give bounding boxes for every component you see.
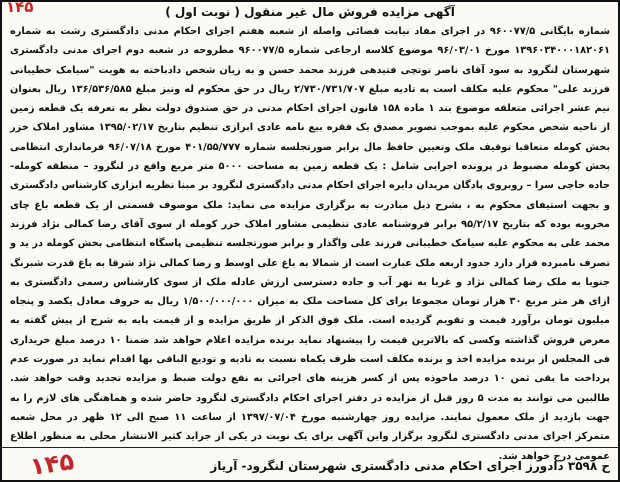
notice-title: آگهی مزایده فروش مال غیر منقول ( نوبت اول ) [165,5,455,19]
notice-footer [2,447,618,480]
notice-body: شماره بایگانی ۹۶۰۰۷۷/۵ در اجرای مفاد نیابت قضائی واصله از شعبه هفتم اجرای احکام مدنی دادگستری رشت به شماره ۱۳۹۶۰۳۴۰۰۰۱۸۲۰۶۱ مورخ ۹۶/۰۳/۰۱ موضوع کلاسه ارجاعی شماره ۹۶۰۰۷۷/۵ مطروحه در شعبه دوم اجرای مدنی دادگستری شهرستان لنگرود به سود آقای ناصر توتچی فتیدهی فرزند محمد حسن و به زیان شخص دادباخته به هویت "سیامک خطیبانی فرزند علی" محکوم علیه مکلف است به تادیه مبلغ ۲/۷۳۰/۷۳۱/۷۰۷ ریال در حق محکوم له ونیز مبلغ ۱۳۶/۵۳۶/۵۸۵ ریال بعنوان نیم عشر اجرائی متعلقه موضوع بند ۱ ماده ۱۵۸ قانون اجرای احکام مدنی در حق صندوق دولت نظر به تعرفه یک قطعه زمین از ناحیه شخص محکوم علیه بموجب تصویر مصدق یک فقره بیع نامه عادی ابرازی تنظیم بتاریخ ۱۳۹۵/۰۲/۱۷ مشاور املاک خزر بخش کومله متعاقبا توقیف ملک وتعیین حافظ مال برابر صورتجلسه شماره ۴۰۱/۵۵/۷۷۷ مورخ ۹۶/۰۷/۱۸ فرمانداری انتظامی بخش کومله مضبوط در پرونده اجرایی شامل : یک قطعه زمین به مساحت ۵۰۰۰ متر مربع واقع در لنگرود – منطقه کومله- جاده حاجی سرا – روبروی پادگان مریدان دایره اجرای احکام مدنی دادگستری لنگرود بر مبنا نظریه ابزاری کارشناس دادگستری و بجهت استیفای محکوم به ، بشرح ذیل مبادرت به برگزاری مزایده می نماید: ملک موصوف قسمتی از یک قطعه باغ چای مخروبه بوده که بتاریخ ۹۵/۲/۱۷ برابر فروشنامه عادی تنظیمی مشاور املاک خزر کومله از سوی آقای رضا کمالی نژاد فرزند محمد علی به محکوم علیه سیامک خطیبانی فرزند علی واگذار و برابر صورتجلسه تنظیمی پاسگاه انتظامی بخش کومله در ید و تصرف نامبرده قرار دارد حدود اربعه ملک عبارت است از شمالا به باغ علی اوسط و رضا کمالی نژاد شرقا به باغ قدرت شبرنگ جنوبا به ملک رضا کمالی نژاد و غربا به نهر آب و جاده دسترسی ارزش عادله ملک از سوی کارشناس رسمی دادگستری به ازای هر متر مربع ۳۰ هزار تومان مجموعا برای کل مساحت ملک به میزان ۱/۵۰۰/۰۰۰/۰۰۰ ریال به حروف معادل یکصد و پنجاه میلیون تومان برآورد قیمت و تقویم گردیده است. ملک فوق الذکر از طریق مزایده و از قیمت پایه به شرح از پیش گفته به معرض فروش گذاشته وکسی که بالاترین قیمت را پیشنهاد نماید برنده مزایده اعلام خواهد شد ضمنا ۱۰ درصد مبلغ خریداری فی المجلس از برنده مزایده اخذ و برنده مکلف است ظرف یکماه نسبت به تادیه و تودیع الباقی بها اقدام نماید در صورت عدم پرداخت ما بقی ثمن ۱۰ درصد ماخوذه پس از کسر هزینه های اجرائی به نفع دولت ضبط و مزایده تجدید وقت خواهد شد. طالبین می توانند به مدت ۵ روز قبل از مزایده در دفتر اجرای احکام دادگستری لنگرود حاضر شده و هماهنگی های لازم را به جهت بازدید از ملک معمول نمایند. مزایده روز چهارشنبه مورخ ۱۳۹۷/۰۷/۰۴ از ساعت ۱۱ صبح الی ۱۲ ظهر در محل شعبه متمرکز اجرای مدنی دادگستری لنگرود برگزار واین آگهی برای یک نوبت در یکی از جراید کثیر الانتشار محلی به منظور اطلاع عمومی درج خواهد شد. [10,26,611,462]
footer-signature-line: ح ۳۵۹۸ دادورز اجرای احکام مدنی دادگستری شهرستان لنگرود- آریاز [210,459,610,473]
handwritten-corner-mark: ۱۴۵ [6,0,34,16]
handwritten-stamp-number: ۱۴۵ [28,447,76,481]
